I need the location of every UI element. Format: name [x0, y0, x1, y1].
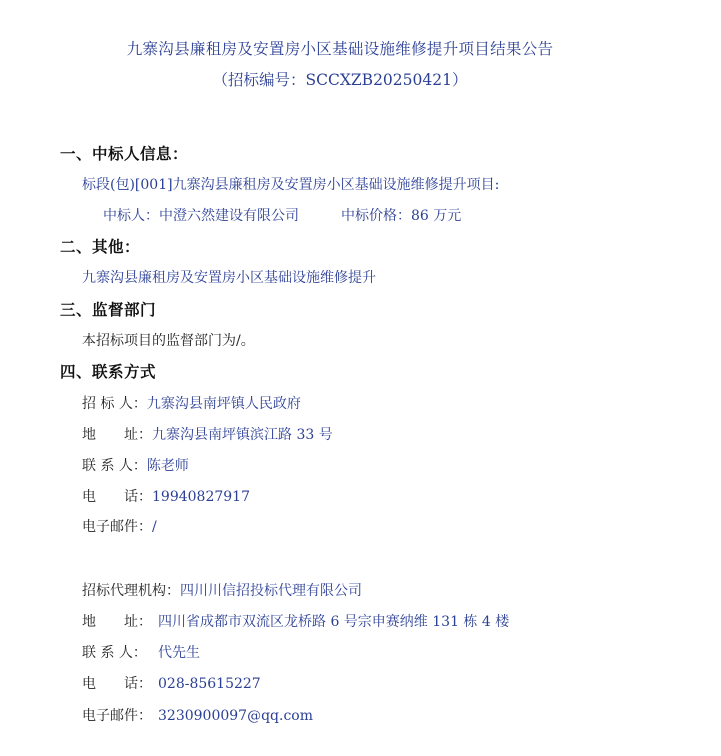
address-row [82, 424, 333, 444]
contact-value: 陈老师 [146, 458, 189, 474]
tender-number: （招标编号：SCCXZB20250421） [212, 71, 468, 89]
supervision-text: 本招标项目的监督部门为/。 [82, 333, 255, 349]
winner-label: 中标人： [103, 208, 159, 224]
other-text: 九寨沟县廉租房及安置房小区基础设施维修提升 [82, 270, 376, 286]
contact-value: / [152, 519, 157, 535]
contact-value: 四川省成都市双流区龙桥路 6 号宗申赛纳维 131 栋 4 楼 [158, 614, 510, 630]
contact-label: 招标代理机构： [82, 583, 180, 599]
contact-label: 联 系 人： [82, 458, 147, 474]
contact-label: 电子邮件： [82, 519, 152, 535]
contact-label: 电子邮件： [82, 708, 152, 724]
contact-value: 19940827917 [152, 489, 250, 505]
contact-label: 联 系 人： [82, 645, 147, 661]
agency-phone-row [82, 673, 261, 693]
contact-value: 四川川信招投标代理有限公司 [180, 583, 362, 599]
contact-person-row [82, 455, 189, 475]
contact-label: 电 话： [82, 676, 152, 692]
section-heading-supervision: 三、监督部门 [60, 300, 157, 319]
contact-label: 地 址： [82, 427, 152, 443]
email-row [82, 516, 157, 536]
section-heading-other: 二、其他： [60, 237, 141, 256]
lot-line: 标段(包)[001]九寨沟县廉租房及安置房小区基础设施维修提升项目: [82, 177, 500, 193]
agency-contact-row [82, 642, 200, 662]
winner-line [103, 205, 299, 225]
agency-row [82, 580, 362, 600]
agency-address-row [82, 611, 509, 631]
contact-label: 招 标 人： [82, 396, 147, 412]
price-value: 86 万元 [411, 208, 462, 224]
contact-value: 九寨沟县南坪镇人民政府 [146, 396, 301, 412]
winner-name: 中澄六然建设有限公司 [159, 208, 299, 224]
contact-value: 028-85615227 [158, 676, 261, 692]
contact-value: 3230900097@qq.com [158, 708, 313, 724]
price-line [341, 205, 461, 225]
contact-label: 地 址： [82, 614, 152, 630]
price-label: 中标价格： [341, 208, 411, 224]
page-title: 九寨沟县廉租房及安置房小区基础设施维修提升项目结果公告 [126, 40, 554, 58]
contact-value: 代先生 [158, 645, 200, 661]
agency-email-row [82, 705, 313, 725]
section-heading-winner: 一、中标人信息： [60, 144, 189, 163]
section-heading-contact: 四、联系方式 [60, 362, 157, 381]
contact-value: 九寨沟县南坪镇滨江路 33 号 [152, 427, 333, 443]
phone-row [82, 486, 250, 506]
contact-label: 电 话： [82, 489, 152, 505]
tenderer-row [82, 393, 301, 413]
